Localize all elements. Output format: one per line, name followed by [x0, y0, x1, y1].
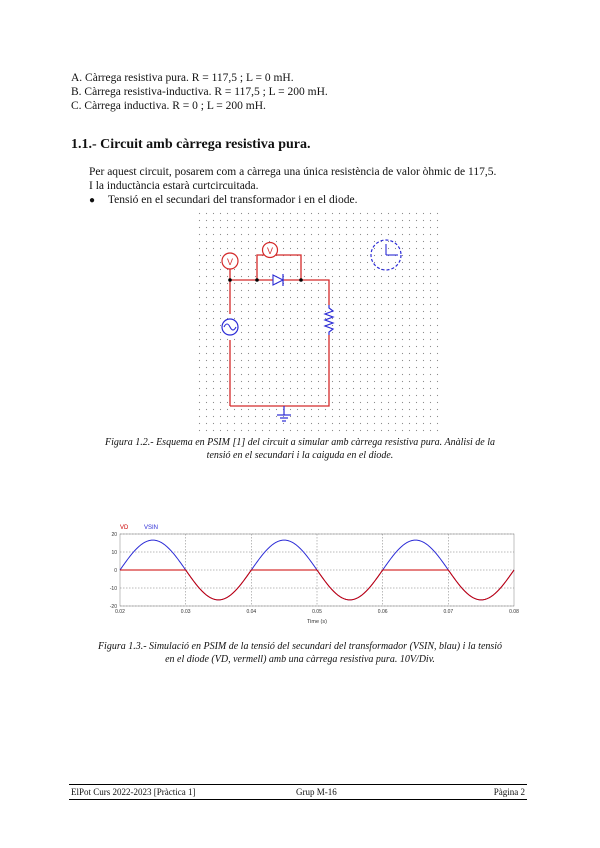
footer-left: ElPot Curs 2022-2023 [Pràctica 1]	[71, 787, 196, 797]
load-case-c: C. Càrrega inductiva. R = 0 ; L = 200 mH.	[71, 100, 266, 112]
x-tick-label: 0.07	[443, 609, 454, 615]
voltmeter-left-label: V	[226, 257, 234, 267]
legend-vd: VD	[120, 525, 129, 531]
circuit-schematic	[196, 210, 442, 432]
load-case-b: B. Càrrega resistiva-inductiva. R = 117,5 ; L = 200 mH.	[71, 86, 328, 98]
x-tick-label: 0.06	[377, 609, 388, 615]
footer-page-number: Pàgina 2	[493, 787, 525, 797]
page-footer	[69, 784, 527, 800]
voltmeter-diode-label: V	[266, 246, 274, 256]
x-tick-label: 0.04	[246, 609, 257, 615]
bullet-item	[89, 194, 357, 208]
x-ticks	[115, 609, 519, 615]
legend-vsin: VSIN	[144, 525, 159, 531]
load-case-a: A. Càrrega resistiva pura. R = 117,5 ; L = 0 mH.	[71, 72, 294, 84]
figure-1-3-caption	[60, 641, 540, 666]
voltmeter-left-icon	[222, 253, 238, 269]
ac-source-icon	[222, 319, 238, 335]
y-tick-label: 20	[111, 532, 117, 538]
voltmeter-diode-icon	[263, 243, 278, 258]
figure-1-2-caption-line-2: tensió en el secundari i la caiguda en el diode.	[206, 449, 394, 461]
x-tick-label: 0.08	[509, 609, 519, 615]
paragraph-line-1: Per aquest circuit, posarem com a càrrega una única resistència de valor òhmic de 117,5.	[89, 166, 497, 178]
bullet-dot-icon: ●	[89, 195, 96, 206]
y-tick-label: -20	[109, 604, 117, 610]
bullet-text: Tensió en el secundari del transformador i en el diode.	[107, 194, 358, 206]
y-tick-label: -10	[109, 586, 117, 592]
x-tick-label: 0.02	[115, 609, 125, 615]
x-axis-label: Time (s)	[307, 619, 327, 625]
y-tick-label: 0	[114, 568, 117, 574]
x-tick-label: 0.03	[180, 609, 191, 615]
section-paragraph	[89, 166, 529, 193]
x-tick-label: 0.05	[312, 609, 322, 615]
figure-1-3-caption-line-1: Figura 1.3.- Simulació en PSIM de la tensió del secundari del transformador (VSIN, blau) i la tensió	[97, 641, 503, 652]
figure-1-2-caption	[60, 437, 540, 462]
figure-1-2-caption-line-1: Figura 1.2.- Esquema en PSIM [1] del circuit a simular amb càrrega resistiva pura. Anàlisi de la	[104, 437, 496, 448]
y-tick-label: 10	[111, 550, 117, 556]
y-ticks	[110, 532, 117, 610]
footer-center: Grup M-16	[296, 787, 337, 797]
paragraph-line-2: I la inductància estarà curtcircuitada.	[89, 179, 259, 192]
figure-1-3-caption-line-2: en el diode (VD, vermell) amb una càrrega resistiva pura. 10V/Div.	[165, 653, 435, 665]
section-heading: 1.1.- Circuit amb càrrega resistiva pura.	[71, 137, 311, 152]
simulation-chart	[100, 520, 520, 625]
